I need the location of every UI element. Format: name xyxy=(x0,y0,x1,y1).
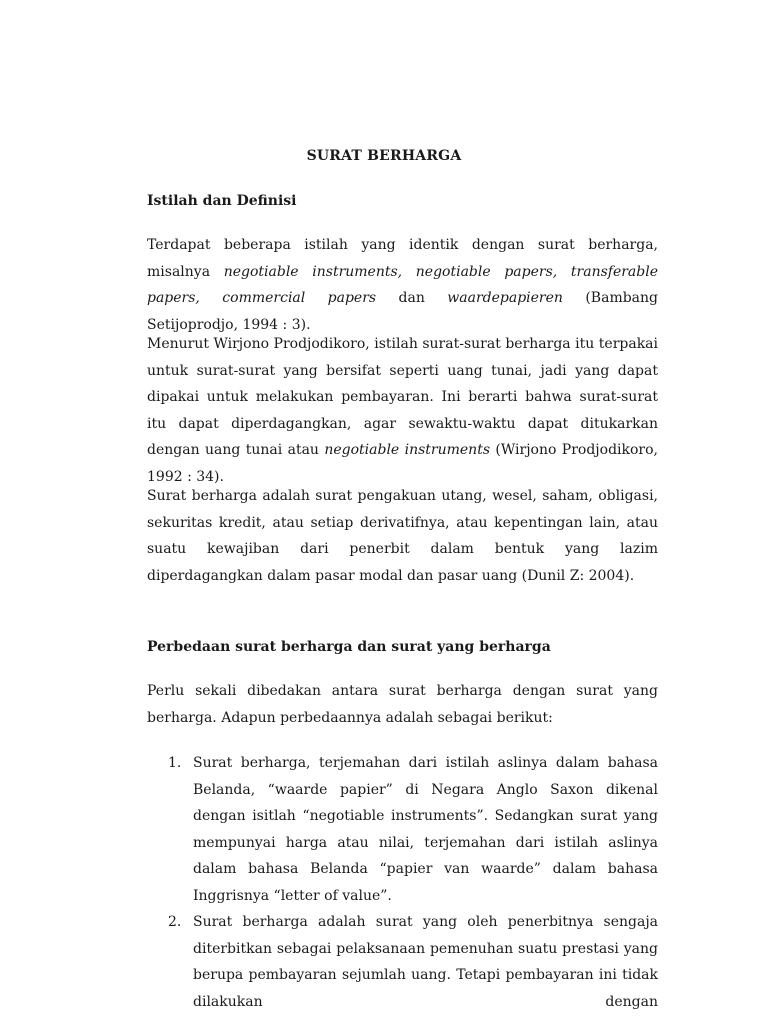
list-item-text: Surat berharga, terjemahan dari istilah aslinya dalam bahasa Belanda, “waarde papier” di Negara Anglo Saxon dikenal dengan isitlah “negotiable instruments”. Sedangkan surat yang mempunyai harga atau nilai, terjemahan dari istilah aslinya dalam bahasa Belanda “papier van waarde” dalam bahasa Inggrisnya “letter of value”. xyxy=(193,755,658,904)
paragraph-italic-terms: negotiable instruments, negotiable papers, transferable papers, commercial papers xyxy=(147,263,658,306)
paragraph-text: Terdapat beberapa istilah yang identik dengan surat berharga, misalnya xyxy=(147,237,658,280)
paragraph-istilah xyxy=(147,232,658,338)
paragraph-citation: (Wirjono Prodjodikoro, 1992 : 34). xyxy=(147,442,658,485)
difference-list xyxy=(147,750,658,1015)
paragraph-italic-term: negotiable instruments xyxy=(324,442,491,458)
paragraph-italic-term: waardepapieren xyxy=(447,290,563,306)
paragraph-text: Menurut Wirjono Prodjodikoro, istilah surat-surat berharga itu terpakai untuk surat-surat yang bersifat seperti uang tunai, jadi yang dapat dipakai untuk melakukan pembayaran. Ini berarti bahwa surat-surat itu dapat diperdagangkan, agar sewaktu-waktu dapat ditukarkan dengan uang tunai atau xyxy=(147,336,658,458)
section-heading-perbedaan: Perbedaan surat berharga dan surat yang berharga xyxy=(147,639,551,655)
paragraph-definisi: Surat berharga adalah surat pengakuan utang, wesel, saham, obligasi, sekuritas kredit, atau setiap derivatifnya, atau kepentingan lain, atau suatu kewajiban dari penerbit dalam bentuk yang lazim diperdagangkan dalam pasar modal dan pasar uang (Dunil Z: 2004). xyxy=(147,488,658,584)
paragraph-citation: (Bambang Setijoprodjo, 1994 : 3). xyxy=(147,290,658,333)
list-item-text: Surat berharga adalah surat yang oleh penerbitnya sengaja diterbitkan sebagai pelaksanaan pemenuhan suatu prestasi yang berupa pembayaran sejumlah uang. Tetapi pembayaran ini tidak dilakukan dengan xyxy=(193,914,658,1010)
list-item-number: 1. xyxy=(168,755,182,771)
paragraph-wirjono xyxy=(147,331,658,490)
paragraph-intro-perbedaan: Perlu sekali dibedakan antara surat berharga dengan surat yang berharga. Adapun perbedaannya adalah sebagai berikut: xyxy=(147,683,658,726)
section-heading-istilah: Istilah dan Definisi xyxy=(147,193,297,209)
document-title: SURAT BERHARGA xyxy=(306,148,462,164)
list-item xyxy=(147,909,658,1015)
list-item xyxy=(147,750,658,909)
list-item-number: 2. xyxy=(168,914,182,930)
paragraph-text: dan xyxy=(376,290,448,306)
